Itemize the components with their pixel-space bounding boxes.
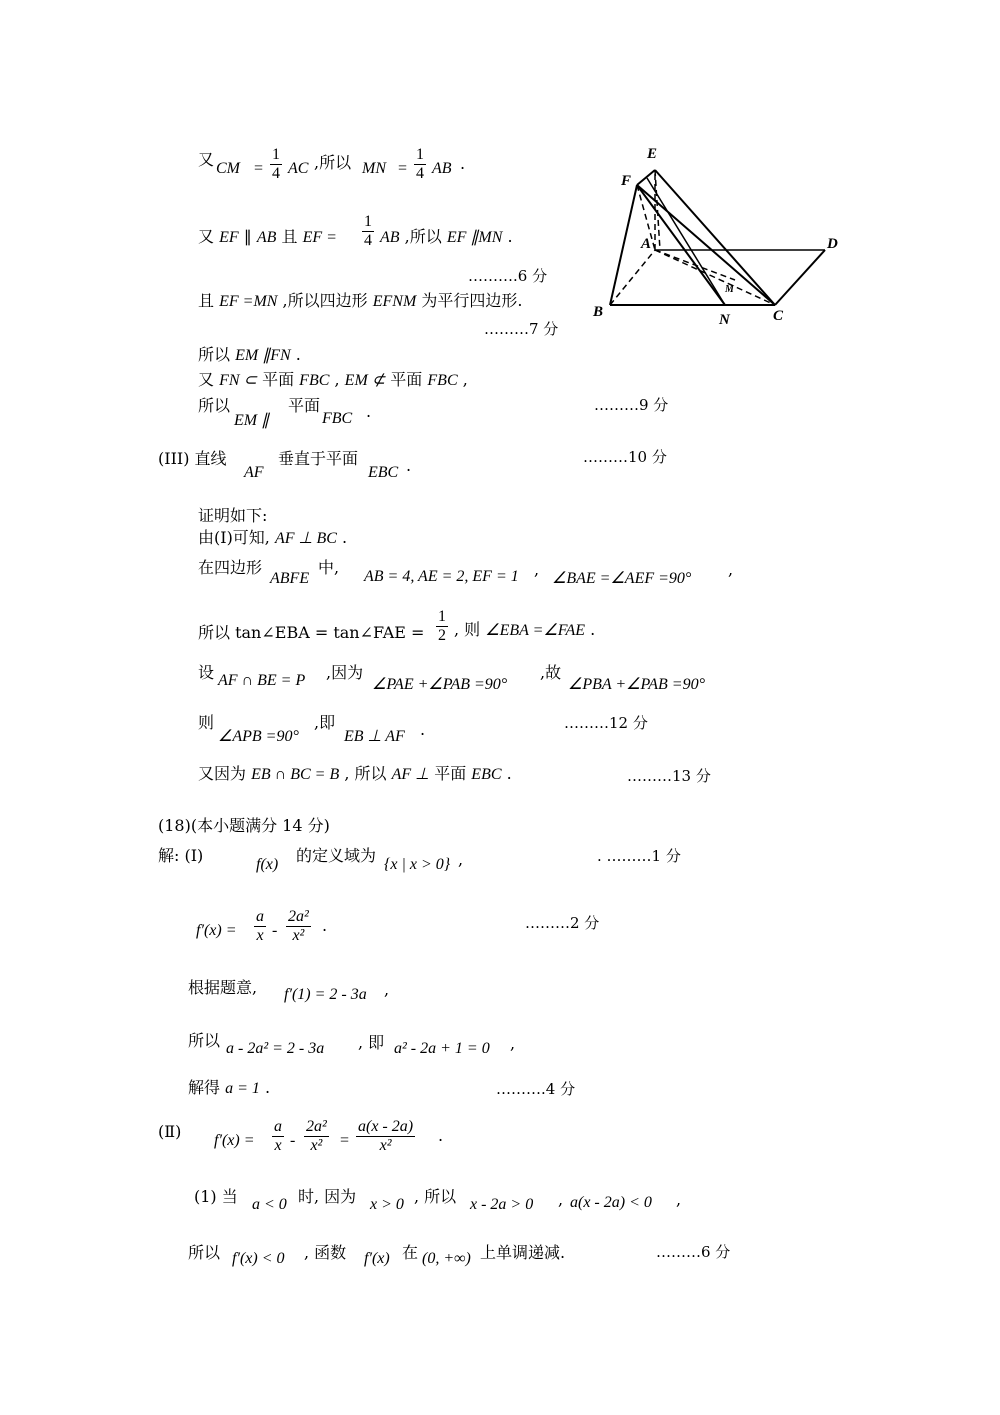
line-af-perp-plane	[198, 764, 512, 785]
text: ,	[676, 1190, 682, 1209]
text: 时, 因为	[298, 1187, 357, 1206]
line-em-fn	[198, 345, 301, 366]
text: ,所以	[404, 227, 442, 246]
math: (0, +∞)	[422, 1250, 471, 1267]
fraction	[254, 908, 266, 945]
text: 根据题意,	[188, 978, 258, 997]
math: f′(x)	[364, 1250, 390, 1267]
math: -	[272, 922, 278, 939]
text: ,所以四边形	[282, 291, 368, 310]
line-cm-mn	[198, 150, 214, 170]
numerator: 1	[438, 608, 446, 625]
score-7: ………7 分	[484, 320, 559, 338]
math: ∠APB =90°	[218, 728, 299, 745]
denominator: 4	[364, 232, 372, 249]
text: ,	[510, 1034, 516, 1053]
fraction-quarter	[270, 146, 282, 183]
numerator: a	[256, 908, 264, 925]
denominator: 2	[438, 627, 446, 644]
math: a = 1	[225, 1080, 260, 1097]
math: ABFE	[270, 570, 310, 587]
math: AF ∩ BE = P	[218, 672, 306, 689]
math: f(x)	[256, 856, 279, 873]
score-4: ……….4 分	[496, 1080, 576, 1098]
text: .	[366, 402, 372, 421]
edge-ec	[655, 170, 775, 305]
score-2: ………2 分	[525, 914, 600, 932]
math-eq: =	[398, 160, 408, 177]
math-mn: MN	[362, 160, 386, 177]
math: a(x - 2a) < 0	[570, 1194, 652, 1211]
text: .	[265, 1078, 271, 1097]
text: , 即	[358, 1033, 385, 1052]
denominator: x²	[379, 1137, 392, 1154]
proof-intro: 证明如下:	[198, 506, 268, 525]
text: .	[507, 227, 513, 246]
edge-fe	[637, 170, 655, 185]
math: EBC	[368, 464, 399, 481]
label-b: B	[593, 304, 604, 320]
text: .	[438, 1126, 444, 1145]
text: ,即	[314, 713, 336, 732]
math: f′(1) = 2 - 3a	[284, 986, 367, 1003]
denominator: x²	[310, 1137, 323, 1154]
text: 平面	[262, 370, 295, 389]
math: EM ⊄	[344, 372, 386, 389]
math: f′(x) =	[214, 1132, 255, 1149]
text: , 函数	[304, 1243, 347, 1262]
math: EB ∩ BC = B	[251, 766, 340, 783]
text: 所以	[188, 1243, 221, 1262]
math-ac: AC	[288, 160, 309, 177]
text: 在	[402, 1243, 419, 1262]
math: EFNM	[372, 293, 417, 310]
math: FBC	[427, 372, 458, 389]
math: EF =MN	[219, 293, 278, 310]
line-solve-a	[188, 1078, 270, 1099]
denominator: 4	[416, 165, 424, 182]
math: FBC	[299, 372, 330, 389]
label-e: E	[647, 146, 658, 162]
label-c: C	[773, 308, 784, 324]
fraction	[286, 908, 311, 945]
denominator: 4	[272, 165, 280, 182]
math: FBC	[322, 410, 353, 427]
math: AB	[256, 229, 277, 246]
text: 所以	[198, 396, 231, 415]
math: FN ⊂	[219, 372, 257, 389]
math: AF	[244, 464, 264, 481]
math: ∠BAE =∠AEF =90°	[552, 570, 692, 587]
text: (1) 当	[194, 1187, 238, 1206]
text: 又	[198, 227, 215, 246]
denominator: x	[256, 927, 264, 944]
text: .	[322, 916, 328, 935]
text: ,	[462, 370, 468, 389]
math-eq: =	[254, 160, 264, 177]
math: ∠PBA +∠PAB =90°	[568, 676, 705, 693]
fraction	[304, 1118, 329, 1155]
text: 解得	[188, 1078, 221, 1097]
fraction-quarter	[414, 146, 426, 183]
line-ef-parallel	[198, 227, 337, 248]
label-d: D	[827, 236, 838, 252]
math: ∥	[243, 229, 252, 246]
text: 上单调递减.	[480, 1243, 566, 1262]
score-13: ………13 分	[627, 767, 711, 785]
text: ,	[384, 980, 390, 999]
text: .	[506, 764, 512, 783]
math: {x | x > 0}	[384, 856, 451, 873]
edge-am-hidden	[655, 250, 735, 280]
numerator: 2a²	[288, 908, 309, 925]
text: ,	[728, 560, 734, 579]
fraction-half	[436, 608, 448, 645]
score-12: ………12 分	[564, 714, 648, 732]
part2-heading: (Ⅱ)	[158, 1122, 182, 1141]
line-angle-eq	[454, 620, 595, 641]
label-n: N	[719, 312, 730, 328]
math: AF ⊥ BC	[275, 530, 337, 547]
text: 平面	[390, 370, 423, 389]
math: EM ∥	[234, 412, 270, 429]
numerator: a	[274, 1118, 282, 1135]
line-fn-in-plane	[198, 370, 468, 391]
label-a: A	[641, 236, 652, 252]
denominator: x	[274, 1137, 282, 1154]
denominator: x²	[292, 927, 305, 944]
math: x > 0	[370, 1196, 404, 1213]
geometry-figure	[585, 140, 845, 330]
text: 平面	[288, 396, 321, 415]
math-ab: AB	[432, 160, 452, 177]
math-cm: CM	[216, 160, 240, 177]
text: ,	[334, 370, 340, 389]
math: ∠EBA =∠FAE	[485, 622, 586, 639]
fraction	[272, 1118, 284, 1155]
score-6b: ………6 分	[656, 1243, 731, 1261]
line-ef-parallel-2	[380, 227, 513, 248]
numerator: 1	[364, 213, 372, 230]
math: x - 2a > 0	[470, 1196, 534, 1213]
edge-cd	[775, 250, 825, 305]
text: .	[420, 720, 426, 739]
math: EF	[219, 229, 239, 246]
line-efnm	[198, 291, 522, 312]
math: EM ∥FN	[235, 347, 291, 364]
math: EB ⊥ AF	[344, 728, 405, 745]
text: .	[342, 528, 348, 547]
fraction-quarter	[362, 213, 374, 250]
text: .	[295, 345, 301, 364]
math: -	[290, 1132, 296, 1149]
text: ,	[534, 560, 540, 579]
text: .	[406, 456, 412, 475]
line-af-perp-bc	[198, 528, 347, 549]
text: , 则	[454, 620, 481, 639]
label-m: M	[725, 284, 734, 295]
text: 所以 tan∠EBA = tan∠FAE =	[198, 623, 425, 642]
text: ,因为	[326, 663, 364, 682]
math: EF ∥MN	[446, 229, 503, 246]
score-1: . ………1 分	[597, 847, 681, 865]
text: 在四边形	[198, 558, 263, 577]
edge-bf	[610, 185, 637, 305]
numerator: 1	[416, 146, 424, 163]
edge-ac-hidden	[655, 250, 775, 305]
text: 所以	[188, 1031, 221, 1050]
text: 解: (Ⅰ)	[158, 846, 204, 865]
math: AB	[380, 229, 400, 246]
numerator: 2a²	[306, 1118, 327, 1135]
text: 设	[198, 663, 215, 682]
math: EBC	[471, 766, 502, 783]
math: EF =	[302, 229, 337, 246]
score-10: ………10 分	[583, 448, 667, 466]
text: ,	[558, 1190, 564, 1209]
text: 由(Ⅰ)可知,	[198, 528, 270, 547]
math: f′(x) =	[196, 922, 237, 939]
text: 平面	[434, 764, 467, 783]
math: a - 2a² = 2 - 3a	[226, 1040, 325, 1057]
text: , 所以	[414, 1187, 457, 1206]
text: 且	[198, 291, 215, 310]
text: 的定义域为	[296, 846, 377, 865]
text: , 所以	[344, 764, 387, 783]
text: 为平行四边形.	[421, 291, 523, 310]
math: =	[340, 1132, 350, 1149]
text: ,所以	[314, 153, 352, 172]
fraction	[356, 1118, 415, 1155]
score-9: ………9 分	[594, 396, 669, 414]
text: .	[460, 154, 466, 173]
text: 又	[198, 150, 215, 169]
math: AF ⊥	[391, 766, 430, 783]
numerator: 1	[272, 146, 280, 163]
math: ∠PAE +∠PAB =90°	[372, 676, 508, 693]
text: 又因为	[198, 764, 247, 783]
text: 中,	[318, 558, 340, 577]
label-f: F	[621, 173, 632, 189]
math: a² - 2a + 1 = 0	[394, 1040, 490, 1057]
text: 则	[198, 713, 215, 732]
text: ,	[458, 850, 464, 869]
score-6: ……….6 分	[468, 267, 548, 285]
q18-heading: (18)(本小题满分 14 分)	[158, 816, 330, 835]
text: .	[590, 620, 596, 639]
edge-em	[647, 178, 725, 305]
part3-heading: (III) 直线	[158, 449, 227, 468]
math: AB = 4, AE = 2, EF = 1	[364, 568, 519, 585]
text: 又	[198, 370, 215, 389]
text: ,故	[540, 663, 562, 682]
math: f′(x) < 0	[232, 1250, 285, 1267]
text: 所以	[198, 345, 231, 364]
text: 且	[281, 227, 298, 246]
math: a < 0	[252, 1196, 287, 1213]
text: 垂直于平面	[278, 449, 359, 468]
numerator: a(x - 2a)	[358, 1118, 414, 1135]
